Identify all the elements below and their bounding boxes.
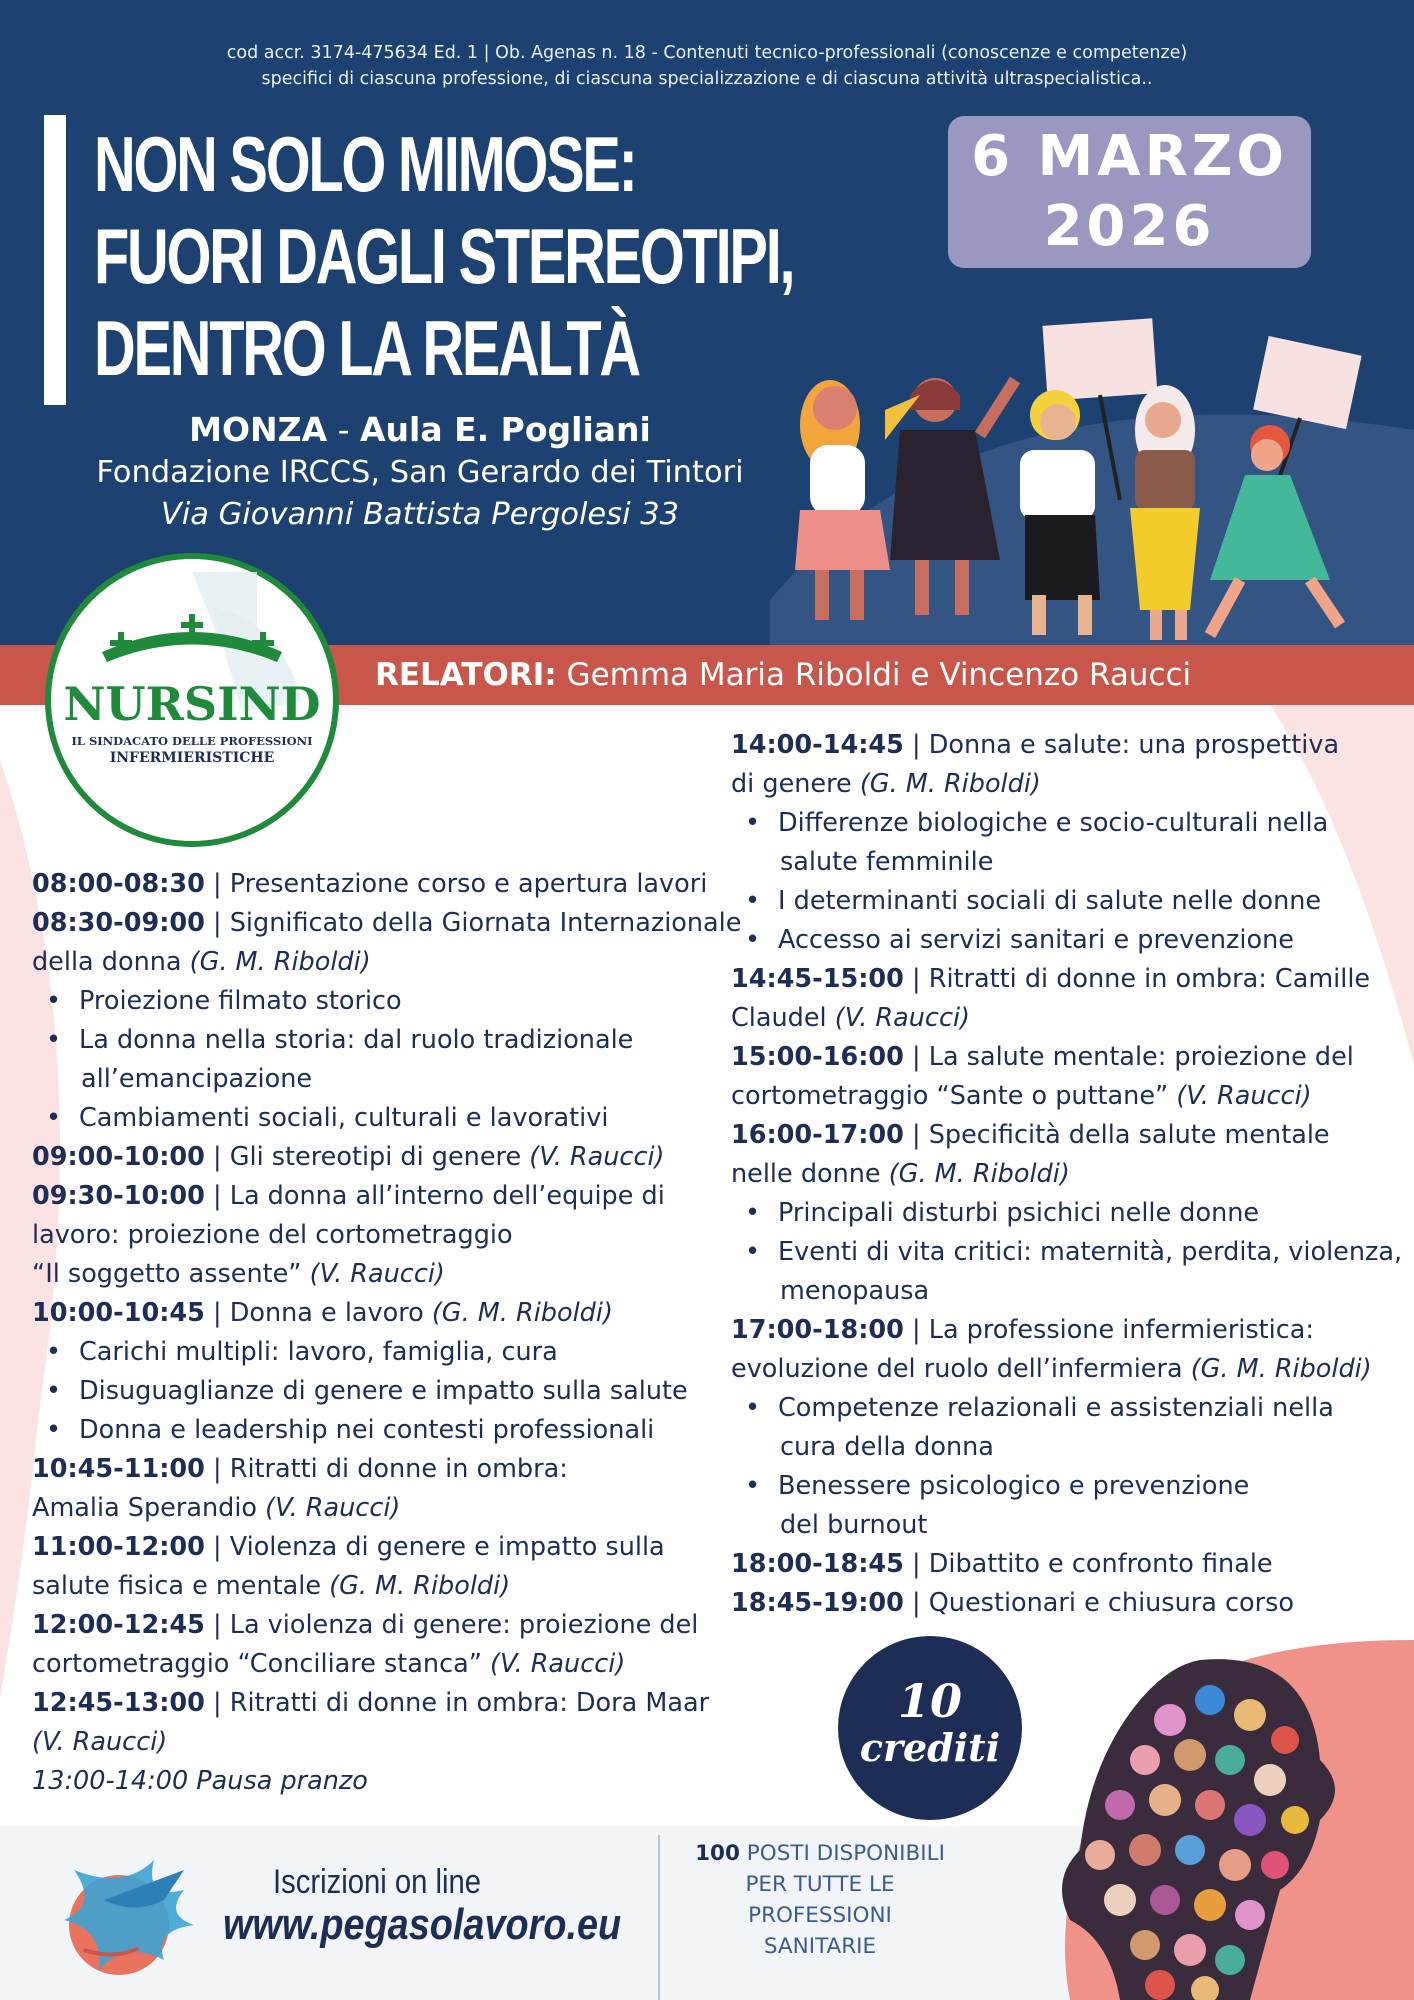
- program-entry: [731, 960, 1401, 999]
- entry-text: Gli stereotipi di genere: [229, 1142, 530, 1172]
- venue-city: MONZA: [189, 410, 328, 449]
- event-title: [94, 118, 793, 394]
- program-entry: [731, 1038, 1401, 1077]
- program-bullet: • Disuguaglianze di genere e impatto sulla salute: [32, 1372, 732, 1411]
- entry-text: Presentazione corso e apertura lavori: [229, 869, 708, 899]
- title-line-2: FUORI DAGLI STEREOTIPI,: [94, 212, 794, 300]
- women-protest-illustration: [770, 300, 1414, 645]
- entry-speaker: (V. Raucci): [834, 1003, 971, 1033]
- accreditation-line-2: specifici di ciascuna professione, di ciascuna specializzazione e di ciascuna attività ultraspecialistica..: [261, 69, 1153, 89]
- entry-speaker: (G. M. Riboldi): [888, 1159, 1070, 1189]
- entry-speaker: (G. M. Riboldi): [189, 947, 371, 977]
- entry-text: Significato della Giornata Internazionale: [229, 908, 742, 938]
- entry-speaker: (V. Raucci): [529, 1142, 665, 1172]
- venue-address: Via Giovanni Battista Pergolesi 33: [160, 497, 680, 532]
- logo-tagline-2: INFERMIERISTICHE: [109, 750, 275, 766]
- program-bullet: • Proiezione filmato storico: [32, 982, 732, 1021]
- program-bullet-continuation: all’emancipazione: [81, 1064, 313, 1094]
- entry-separator: |: [204, 1532, 230, 1562]
- program-entry-continuation: [32, 1255, 732, 1294]
- entry-text: Specificità della salute mentale: [928, 1120, 1330, 1150]
- entry-text: salute fisica e mentale: [32, 1571, 330, 1601]
- entry-time: 10:00-10:45: [32, 1298, 205, 1328]
- program-bullet: • La donna nella storia: dal ruolo tradizionale: [32, 1021, 732, 1060]
- entry-separator: |: [903, 1315, 929, 1345]
- program-bullet: • Cambiamenti sociali, culturali e lavorativi: [32, 1099, 732, 1138]
- program-entry: [32, 865, 732, 904]
- entry-speaker: (G. M. Riboldi): [431, 1298, 613, 1328]
- program-entry-continuation: [32, 1645, 732, 1684]
- program-entry: [32, 1606, 732, 1645]
- program-entry: [32, 1684, 732, 1723]
- entry-time: 14:45-15:00: [731, 964, 904, 994]
- entry-separator: |: [903, 730, 929, 760]
- nursind-logo: [42, 552, 342, 848]
- entry-separator: |: [903, 1120, 929, 1150]
- entry-time: 18:00-18:45: [731, 1549, 904, 1579]
- entry-text: “Il soggetto assente”: [32, 1259, 310, 1289]
- entry-text: Donna e salute: una prospettiva: [928, 730, 1340, 760]
- credits-badge: [838, 1636, 1022, 1820]
- entry-text: Violenza di genere e impatto sulla: [229, 1532, 665, 1562]
- entry-time: 17:00-18:00: [731, 1315, 904, 1345]
- entry-text: della donna: [32, 947, 190, 977]
- entry-text: Donna e lavoro: [229, 1298, 432, 1328]
- entry-speaker: (V. Raucci): [1176, 1081, 1312, 1111]
- available-seats: [680, 1838, 960, 1962]
- entry-separator: |: [204, 1181, 230, 1211]
- program-entry-continuation: [32, 1567, 732, 1606]
- entry-time: 12:00-12:45: [32, 1610, 205, 1640]
- program-entry-continuation: lavoro: proiezione del cortometraggio: [32, 1220, 513, 1250]
- entry-text: La donna all’interno dell’equipe di: [229, 1181, 665, 1211]
- program-bullet: • Donna e leadership nei contesti professionali: [32, 1411, 732, 1450]
- program-entry-continuation: [731, 999, 1401, 1038]
- entry-text: Dibattito e confronto finale: [928, 1549, 1273, 1579]
- entry-time: 09:30-10:00: [32, 1181, 205, 1211]
- entry-text: La professione infermieristica:: [928, 1315, 1314, 1345]
- entry-speaker: (G. M. Riboldi): [329, 1571, 511, 1601]
- entry-separator: |: [903, 964, 929, 994]
- entry-text: Ritratti di donne in ombra: Dora Maar: [229, 1688, 710, 1718]
- program-bullet: • Eventi di vita critici: maternità, perdita, violenza,: [731, 1233, 1401, 1272]
- entry-text: evoluzione del ruolo dell’infermiera: [731, 1354, 1191, 1384]
- program-entry-continuation: [731, 1077, 1401, 1116]
- entry-text: La salute mentale: proiezione del: [928, 1042, 1354, 1072]
- accreditation-line-1: cod accr. 3174-475634 Ed. 1 | Ob. Agenas n. 18 - Contenuti tecnico-professionali (conoscenze e competenze): [226, 43, 1188, 63]
- venue-info: [60, 408, 780, 536]
- entry-time: 08:00-08:30: [32, 869, 205, 899]
- event-date-badge: [948, 116, 1311, 268]
- registration-label: Iscrizioni on line: [273, 1863, 482, 1901]
- program-left-column: [32, 865, 742, 1801]
- entry-text: cortometraggio “Sante o puttane”: [731, 1081, 1177, 1111]
- program-entry: [32, 1138, 732, 1177]
- entry-separator: |: [903, 1549, 929, 1579]
- entry-separator: |: [204, 1454, 230, 1484]
- logo-tagline-1: IL SINDACATO DELLE PROFESSIONI: [71, 734, 313, 748]
- seats-line-3: PROFESSIONI: [748, 1903, 892, 1928]
- program-entry: [731, 1584, 1401, 1623]
- program-entry: [731, 1311, 1401, 1350]
- title-accent-bar: [44, 115, 66, 405]
- entry-time: 16:00-17:00: [731, 1120, 904, 1150]
- program-bullet-continuation: del burnout: [780, 1510, 928, 1540]
- seats-line-1: [680, 1838, 960, 1869]
- entry-text: Ritratti di donne in ombra:: [229, 1454, 568, 1484]
- speakers-label: RELATORI:: [375, 657, 557, 693]
- program-entry: [32, 904, 742, 943]
- program-entry: [32, 1177, 732, 1216]
- program-entry: [32, 1450, 732, 1489]
- program-entry-continuation: [32, 943, 732, 982]
- entry-time: 14:00-14:45: [731, 730, 904, 760]
- entry-text: La violenza di genere: proiezione del: [229, 1610, 699, 1640]
- entry-text: Claudel: [731, 1003, 835, 1033]
- program-bullet: • Principali disturbi psichici nelle donne: [731, 1194, 1401, 1233]
- date-year: 2026: [1043, 194, 1216, 259]
- registration-website-link[interactable]: www.pegasolavoro.eu: [223, 1900, 622, 1949]
- program-entry: [731, 1116, 1401, 1155]
- footer-divider: [658, 1835, 660, 2000]
- seats-text-1: POSTI DISPONIBILI: [739, 1841, 945, 1866]
- lunch-break: 13:00-14:00 Pausa pranzo: [32, 1766, 368, 1796]
- entry-speaker: (V. Raucci): [309, 1259, 445, 1289]
- venue-room: Aula E. Pogliani: [360, 410, 651, 449]
- logo-name: NURSIND: [63, 677, 321, 731]
- program-right-column: [731, 726, 1401, 1623]
- program-bullet-continuation: cura della donna: [780, 1432, 994, 1462]
- credits-label: crediti: [859, 1725, 1001, 1770]
- entry-separator: |: [204, 1610, 230, 1640]
- entry-speaker: (G. M. Riboldi): [859, 769, 1041, 799]
- title-line-3: DENTRO LA REALTÀ: [94, 304, 639, 392]
- entry-separator: |: [204, 908, 230, 938]
- program-bullet: • I determinanti sociali di salute nelle donne: [731, 882, 1401, 921]
- program-entry: [731, 726, 1401, 765]
- venue-institution: Fondazione IRCCS, San Gerardo dei Tintori: [96, 455, 744, 490]
- program-entry: [32, 1294, 732, 1333]
- date-day-month: 6 MARZO: [971, 124, 1288, 189]
- entry-separator: |: [204, 869, 230, 899]
- entry-time: 12:45-13:00: [32, 1688, 205, 1718]
- program-bullet: • Competenze relazionali e assistenziali nella: [731, 1389, 1401, 1428]
- entry-time: 18:45-19:00: [731, 1588, 904, 1618]
- entry-separator: |: [204, 1298, 230, 1328]
- program-entry: [731, 1545, 1401, 1584]
- program-bullet: • Carichi multipli: lavoro, famiglia, cura: [32, 1333, 732, 1372]
- women-crowd-silhouette: [1050, 1640, 1414, 2000]
- program-entry-continuation: [731, 1350, 1401, 1389]
- entry-text: Questionari e chiusura corso: [928, 1588, 1294, 1618]
- program-bullet: • Differenze biologiche e socio-culturali nella: [731, 804, 1401, 843]
- speakers-names: Gemma Maria Riboldi e Vincenzo Raucci: [556, 657, 1192, 693]
- entry-separator: |: [903, 1042, 929, 1072]
- program-entry-continuation: [731, 1155, 1401, 1194]
- title-line-1: NON SOLO MIMOSE:: [94, 120, 636, 208]
- venue-dash: -: [327, 410, 360, 449]
- program-bullet-continuation: menopausa: [780, 1276, 930, 1306]
- entry-time: 15:00-16:00: [731, 1042, 904, 1072]
- program-bullet: • Accesso ai servizi sanitari e prevenzione: [731, 921, 1401, 960]
- entry-separator: |: [204, 1142, 230, 1172]
- accreditation-note: [0, 40, 1414, 92]
- speakers-line: [375, 651, 1191, 699]
- seats-number: 100: [695, 1841, 740, 1866]
- pegaso-logo: [44, 1830, 220, 1990]
- entry-speaker: (V. Raucci): [265, 1493, 401, 1523]
- entry-time: 11:00-12:00: [32, 1532, 205, 1562]
- entry-separator: |: [903, 1588, 929, 1618]
- entry-text: di genere: [731, 769, 860, 799]
- program-entry-continuation: [731, 765, 1401, 804]
- entry-text: cortometraggio “Conciliare stanca”: [32, 1649, 491, 1679]
- entry-time: 09:00-10:00: [32, 1142, 205, 1172]
- program-entry: [32, 1528, 732, 1567]
- venue-location: [60, 408, 780, 452]
- entry-text: Amalia Sperandio: [32, 1493, 266, 1523]
- entry-speaker: (V. Raucci): [32, 1727, 168, 1757]
- program-bullet: • Benessere psicologico e prevenzione: [731, 1467, 1401, 1506]
- credits-number: 10: [897, 1674, 962, 1728]
- entry-speaker: (G. M. Riboldi): [1190, 1354, 1372, 1384]
- entry-separator: |: [204, 1688, 230, 1718]
- entry-text: Ritratti di donne in ombra: Camille: [928, 964, 1371, 994]
- program-entry-continuation: [32, 1489, 732, 1528]
- seats-line-4: SANITARIE: [763, 1934, 877, 1959]
- entry-text: nelle donne: [731, 1159, 889, 1189]
- entry-time: 08:30-09:00: [32, 908, 205, 938]
- program-bullet-continuation: salute femminile: [780, 847, 994, 877]
- entry-speaker: (V. Raucci): [490, 1649, 626, 1679]
- seats-line-2: PER TUTTE LE: [745, 1872, 895, 1897]
- entry-time: 10:45-11:00: [32, 1454, 205, 1484]
